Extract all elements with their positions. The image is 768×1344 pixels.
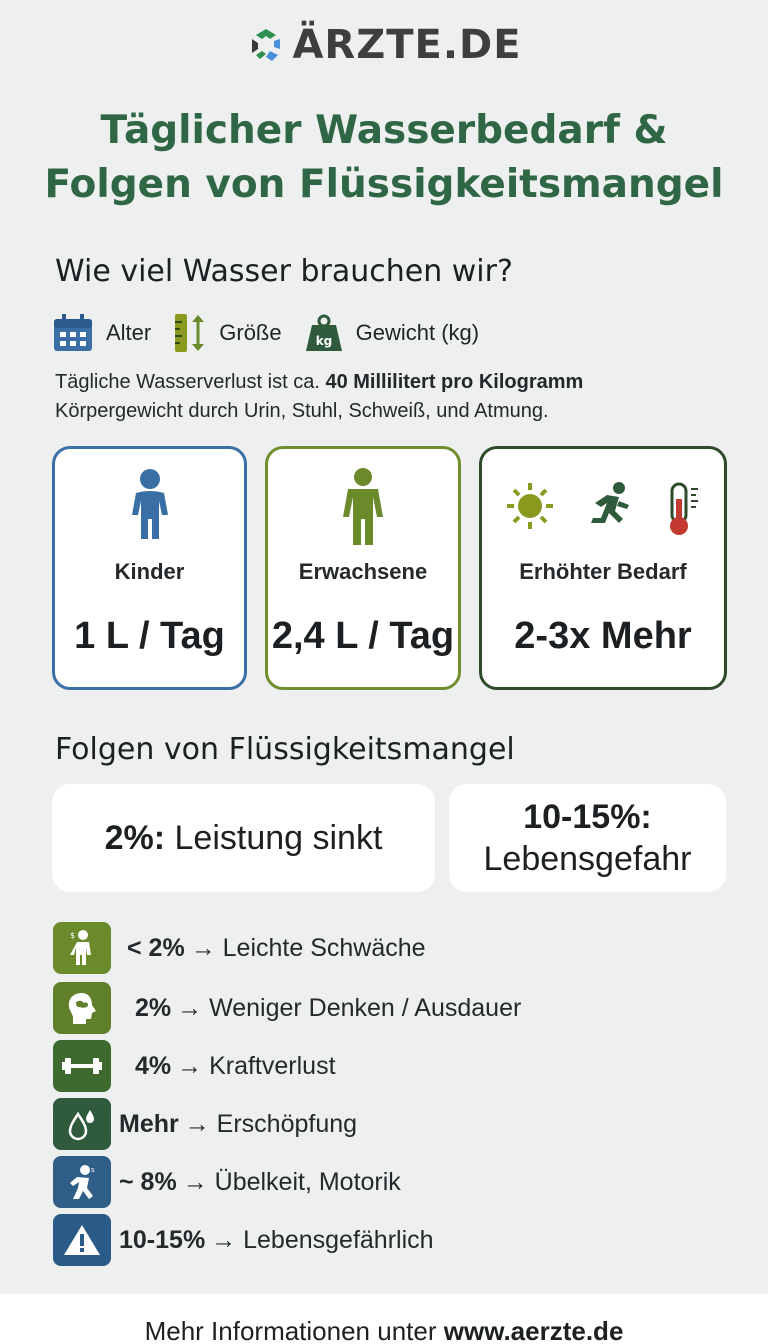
weakness-percent: < 2% xyxy=(127,933,185,962)
card-erhoehter-bedarf-label: Erhöhter Bedarf xyxy=(519,559,687,584)
list-item-strength xyxy=(53,1040,336,1092)
warning-icon xyxy=(53,1214,111,1266)
logo-icon xyxy=(246,25,286,65)
child-icon xyxy=(126,467,174,541)
thinking-text: → Weniger Denken / Ausdauer xyxy=(177,993,522,1022)
box1-text: Leistung sinkt xyxy=(174,819,383,857)
sun-icon xyxy=(505,481,555,531)
nausea-text: → Übelkeit, Motorik xyxy=(182,1167,401,1196)
info-text-post: Körpergewicht durch Urin, Stuhl, Schweiß, und Atmung. xyxy=(55,400,549,422)
weak-person-icon xyxy=(53,922,111,974)
strength-percent: 4% xyxy=(135,1051,172,1080)
section-heading-water-need: Wie viel Wasser brauchen wir? xyxy=(55,254,513,289)
thinking-percent: 2% xyxy=(135,993,172,1022)
running-icon xyxy=(585,481,635,531)
title-line-1: Täglicher Wasserbedarf & xyxy=(100,108,668,153)
logo-text: ÄRZTE.DE xyxy=(292,22,522,68)
nausea-percent: ~ 8% xyxy=(119,1167,177,1196)
water-loss-info xyxy=(55,368,735,426)
factor-height-label: Größe xyxy=(219,320,282,345)
weakness-text: → Leichte Schwäche xyxy=(190,933,426,962)
brand-logo xyxy=(0,22,768,68)
list-item-exhaustion xyxy=(53,1098,357,1150)
footer-link[interactable]: www.aerzte.de xyxy=(443,1316,624,1344)
card-erhoehter-bedarf xyxy=(479,446,727,690)
thermometer-icon xyxy=(665,481,701,537)
summary-box-performance xyxy=(52,784,435,892)
box1-percent: 2%: xyxy=(104,819,166,857)
height-icon xyxy=(173,312,207,354)
factor-age xyxy=(52,313,151,353)
list-item-danger xyxy=(53,1214,434,1266)
calendar-icon xyxy=(52,313,94,353)
list-item-nausea xyxy=(53,1156,401,1208)
list-item-weakness xyxy=(53,922,426,974)
factor-age-label: Alter xyxy=(106,320,152,345)
list-item-thinking xyxy=(53,982,521,1034)
card-kinder-label: Kinder xyxy=(114,559,185,584)
card-kinder xyxy=(52,446,247,690)
exhaustion-percent: Mehr xyxy=(119,1109,179,1138)
page-title xyxy=(0,104,768,212)
title-line-2: Folgen von Flüssigkeitsmangel xyxy=(44,162,724,207)
adult-icon xyxy=(339,467,387,547)
dizzy-icon xyxy=(53,1156,111,1208)
card-kinder-value: 1 L / Tag xyxy=(74,615,225,657)
factor-height xyxy=(173,312,281,354)
card-erwachsene-value: 2,4 L / Tag xyxy=(271,615,455,657)
summary-box-danger xyxy=(449,784,726,892)
box2-percent: 10-15%: xyxy=(523,798,652,836)
info-text-bold: 40 Millilitert pro Kilogramm xyxy=(325,371,584,393)
dumbbell-icon xyxy=(53,1040,111,1092)
weight-icon xyxy=(304,313,344,353)
strength-text: → Kraftverlust xyxy=(177,1051,336,1080)
factor-list xyxy=(52,312,501,354)
card-erwachsene xyxy=(265,446,461,690)
brain-icon xyxy=(53,982,111,1034)
danger-percent: 10-15% xyxy=(119,1225,206,1254)
svg-text:kg: kg xyxy=(315,334,332,348)
factor-weight xyxy=(304,313,479,353)
svg-text:s: s xyxy=(91,1166,95,1174)
section-heading-consequences: Folgen von Flüssigkeitsmangel xyxy=(55,732,515,767)
danger-text: → Lebensgefährlich xyxy=(211,1225,434,1254)
card-erwachsene-label: Erwachsene xyxy=(298,559,428,584)
footer-text: Mehr Informationen unter xyxy=(144,1316,437,1344)
factor-weight-label: Gewicht (kg) xyxy=(355,320,480,345)
svg-text:$: $ xyxy=(70,931,76,940)
info-text-pre: Tägliche Wasserverlust ist ca. xyxy=(55,371,320,393)
drops-icon xyxy=(53,1098,111,1150)
card-erhoehter-bedarf-value: 2-3x Mehr xyxy=(514,615,692,657)
box2-text: Lebensgefahr xyxy=(483,840,692,878)
exhaustion-text: → Erschöpfung xyxy=(184,1109,358,1138)
footer xyxy=(0,1294,768,1344)
